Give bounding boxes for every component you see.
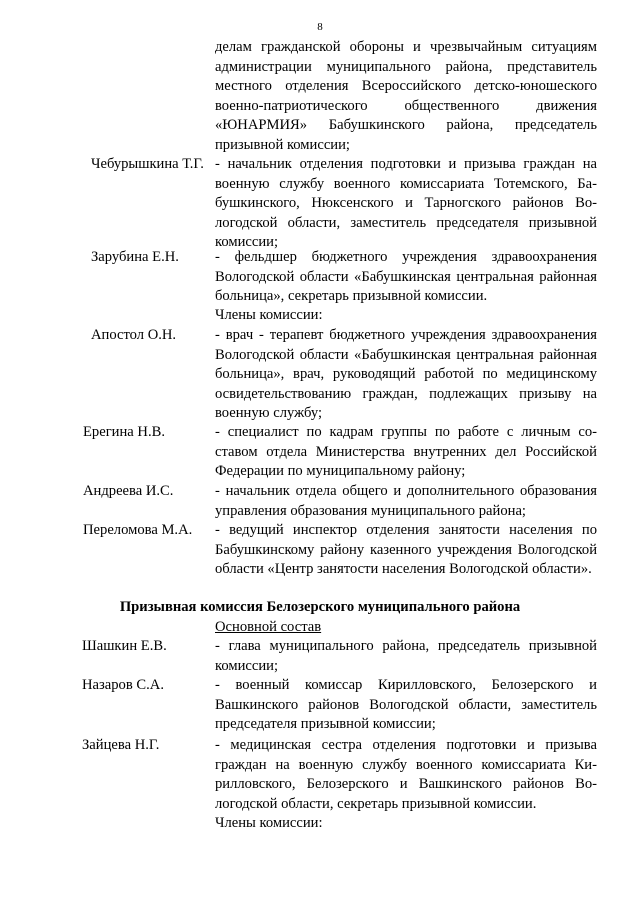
member-name: Назаров С.А. — [82, 677, 164, 693]
member-name: Апостол О.Н. — [91, 327, 177, 343]
member-name: Андреева И.С. — [83, 483, 174, 499]
member-description: - военный комиссар Кирилловского, Белозерского и Вашкинского районов Вологодской области, заместитель председателя призывной комиссии; — [215, 677, 597, 733]
member-name: Чебурышкина Т.Г. — [91, 156, 204, 172]
member-description: - фельдшер бюджетного учреждения здравоохранения Вологодской области «Бабушкинская центральная районная больница», секретарь призывной комиссии. — [215, 249, 597, 305]
member-description: - начальник отделения подготовки и призыва граждан на военную службу военного комиссариата Тотемского, Бабушкинского, Нюксенского и Тарногского районов Вологодской области, заместитель председателя призывной комиссии; — [215, 156, 597, 251]
member-name: Ерегина Н.В. — [83, 424, 165, 440]
member-description: - начальник отдела общего и дополнительного образования управления образования муниципального района; — [215, 483, 597, 519]
member-name: Шашкин Е.В. — [82, 638, 167, 654]
member-name: Зайцева Н.Г. — [82, 737, 160, 753]
member-description: - врач - терапевт бюджетного учреждения здравоохранения Вологодской области «Бабушкинская центральная районная больница», врач, руководящий работой по медицинскому освидетельствованию граждан, подлежащих призыву на военную службу; — [215, 327, 597, 422]
member-description: - глава муниципального района, председатель призывной комиссии; — [215, 638, 597, 674]
page-number: 8 — [317, 21, 323, 33]
member-description: - специалист по кадрам группы по работе с личным составом отдела Министерства внутренних дел Российской Федерации по муниципальному району; — [215, 424, 597, 480]
intro-continuation: делам гражданской обороны и чрезвычайным ситуациям администрации муниципального района, представитель местного отделения Всероссийского детско-юношеского военно-патриотического общественного движения «ЮНАРМИЯ» Бабушкинского района, председатель призывной комиссии; — [215, 39, 597, 153]
members-label: Члены комиссии: — [215, 815, 323, 831]
section-subtitle: Основной состав — [215, 619, 322, 635]
member-name: Зарубина Е.Н. — [91, 249, 179, 265]
member-name: Переломова М.А. — [83, 522, 193, 538]
member-description: - медицинская сестра отделения подготовки и призыва граждан на военную службу военного комиссариата Кирилловского, Белозерского и Вашкинского районов Вологодской области, секретарь призывной комиссии. — [215, 737, 597, 812]
member-description: - ведущий инспектор отделения занятости населения по Бабушкинскому району казенного учреждения Вологодской области «Центр занятости населения Вологодской области». — [215, 522, 597, 578]
section-title: Призывная комиссия Белозерского муниципального района — [119, 599, 521, 615]
members-label: Члены комиссии: — [215, 307, 323, 323]
